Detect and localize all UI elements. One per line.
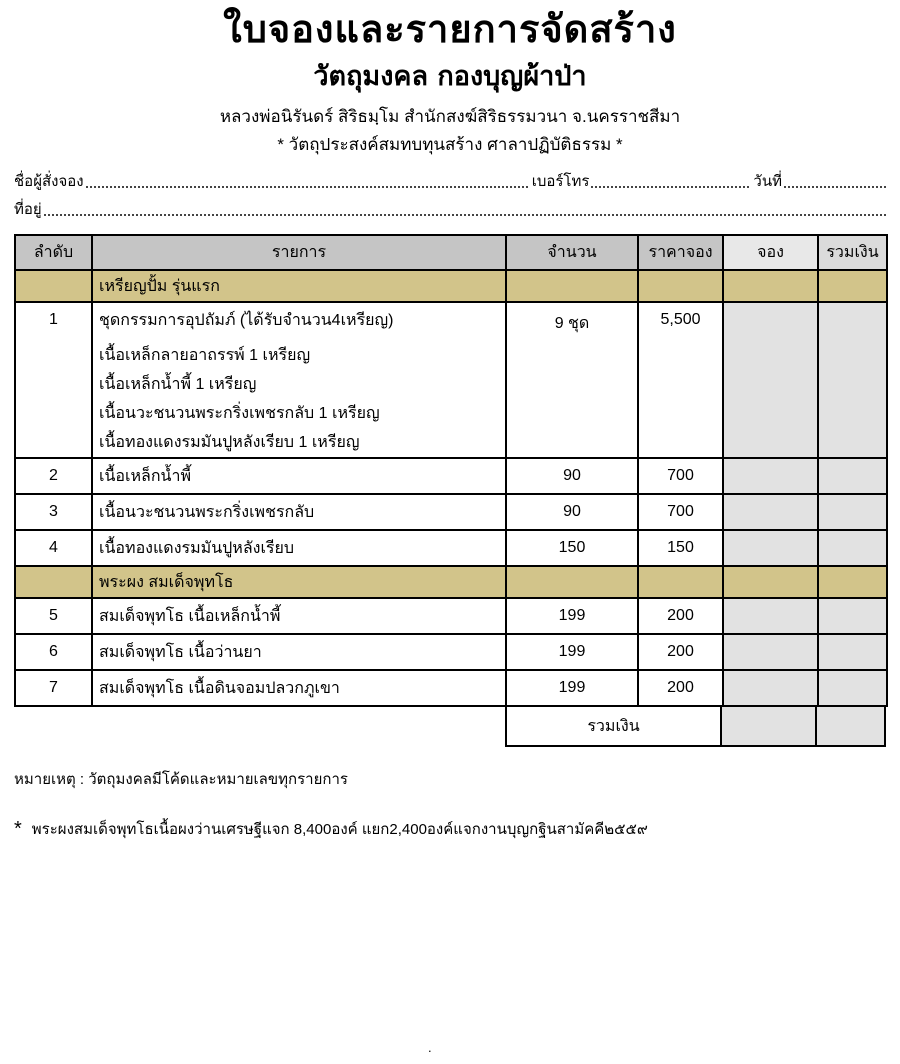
item-detail-line: เนื้อนวะชนวนพระกริ่งเพชรกลับ 1 เหรียญ [99,405,380,422]
quantity-cell: 199 [506,598,638,634]
item-detail-line: เนื้อเหล็กน้ำพี้ 1 เหรียญ [99,376,257,393]
item-description-cell: เนื้อนวะชนวนพระกริ่งเพชรกลับ [92,494,506,530]
item-row [15,670,887,706]
col-header-no: ลำดับ [15,235,92,270]
section-cell [506,270,638,302]
item-row [15,598,887,634]
item-row [15,302,887,458]
booking-checkbox-cell[interactable] [723,458,818,494]
item-description-cell: สมเด็จพุทโธ เนื้อดินจอมปลวกภูเขา [92,670,506,706]
item-number-cell: 2 [15,458,92,494]
col-header-qty: จำนวน [506,235,638,270]
item-description-cell: สมเด็จพุทโธ เนื้อว่านยา [92,634,506,670]
price-cell: 700 [638,458,723,494]
quantity-cell: 90 [506,458,638,494]
booking-checkbox-cell[interactable] [723,302,818,458]
phone-field[interactable] [591,176,749,188]
col-header-item: รายการ [92,235,506,270]
page-subtitle: วัตถุมงคล กองบุญผ้าป่า [313,61,587,92]
col-header-price: ราคาจอง [638,235,723,270]
row-total-cell[interactable] [818,302,887,458]
section-cell [15,566,92,598]
asterisk-mark: * [14,817,22,840]
address-field[interactable] [44,204,886,216]
section-cell [638,270,723,302]
section-header-row [15,270,887,302]
grand-total-label: รวมเงิน [505,707,722,747]
col-header-total: รวมเงิน [818,235,887,270]
date-field[interactable] [784,176,886,188]
item-description-cell: สมเด็จพุทโธ เนื้อเหล็กน้ำพี้ [92,598,506,634]
giveaway-note [14,817,900,841]
item-description-cell: เนื้อทองแดงรมมันปูหลังเรียบ [92,530,506,566]
item-number-cell: 4 [15,530,92,566]
col-header-book: จอง [723,235,818,270]
item-number-cell: 3 [15,494,92,530]
purpose-line: * วัตถุประสงค์สมทบทุนสร้าง ศาลาปฏิบัติธรรม * [277,135,623,154]
quantity-cell: 199 [506,670,638,706]
item-detail-line: เนื้อทองแดงรมมันปูหลังเรียบ 1 เหรียญ [99,434,360,451]
page-title: ใบจองและรายการจัดสร้าง [223,6,677,51]
quantity-cell: 199 [506,634,638,670]
booking-checkbox-cell[interactable] [723,670,818,706]
item-description-cell: เนื้อเหล็กน้ำพี้ [92,458,506,494]
grand-total-sum-cell[interactable] [817,707,886,747]
giveaway-note-text: พระผงสมเด็จพุทโธเนื้อผงว่านเศรษฐีแจก 8,400องค์ แยก2,400องค์แจกงานบุญกฐินสามัคคี๒๕๕๙ [31,821,648,838]
section-cell [723,270,818,302]
section-header-row [15,566,887,598]
grand-total-book-cell[interactable] [722,707,817,747]
section-cell [818,270,887,302]
document-header [0,4,900,156]
section-cell [638,566,723,598]
item-number-cell: 6 [15,634,92,670]
price-cell: 200 [638,670,723,706]
row-total-cell[interactable] [818,634,887,670]
orderer-info-line [14,172,886,192]
stray-dot-mark: . [428,1040,432,1055]
date-label: วันที่ [753,173,782,190]
item-description-cell [92,302,506,458]
price-cell: 700 [638,494,723,530]
price-cell: 200 [638,598,723,634]
section-cell [818,566,887,598]
section-title: เหรียญปั้ม รุ่นแรก [92,270,506,302]
item-title: ชุดกรรมการอุปถัมภ์ (ได้รับจำนวน4เหรียญ) [99,312,394,329]
price-cell: 5,500 [638,302,723,458]
section-title: พระผง สมเด็จพุทโธ [92,566,506,598]
booking-checkbox-cell[interactable] [723,598,818,634]
row-total-cell[interactable] [818,598,887,634]
quantity-cell: 90 [506,494,638,530]
quantity-cell: 9 ชุด [506,302,638,458]
item-number-cell: 7 [15,670,92,706]
remark-note: หมายเหตุ : วัตถุมงคลมีโค้ดและหมายเลขทุกรายการ [14,771,348,788]
phone-label: เบอร์โทร [531,173,590,190]
table-header-row [15,235,887,270]
item-row [15,530,887,566]
row-total-cell[interactable] [818,494,887,530]
item-number-cell: 1 [15,302,92,458]
address-line [14,200,886,220]
item-number-cell: 5 [15,598,92,634]
orderer-name-label: ชื่อผู้สั่งจอง [14,173,84,190]
total-row-spacer [14,707,505,747]
booking-checkbox-cell[interactable] [723,494,818,530]
item-row [15,458,887,494]
order-items-table [14,234,888,707]
booking-checkbox-cell[interactable] [723,530,818,566]
item-detail-line: เนื้อเหล็กลายอาถรรพ์ 1 เหรียญ [99,347,311,364]
grand-total-row [14,707,886,747]
monk-temple-line: หลวงพ่อนิรันดร์ สิริธมฺโม สำนักสงฆ์สิริธรรมวนา จ.นครราชสีมา [219,107,681,126]
booking-checkbox-cell[interactable] [723,634,818,670]
section-cell [506,566,638,598]
row-total-cell[interactable] [818,670,887,706]
item-row [15,634,887,670]
row-total-cell[interactable] [818,530,887,566]
orderer-name-field[interactable] [86,176,528,188]
quantity-cell: 150 [506,530,638,566]
address-label: ที่อยู่ [14,201,42,218]
price-cell: 200 [638,634,723,670]
item-row [15,494,887,530]
row-total-cell[interactable] [818,458,887,494]
price-cell: 150 [638,530,723,566]
section-cell [15,270,92,302]
section-cell [723,566,818,598]
